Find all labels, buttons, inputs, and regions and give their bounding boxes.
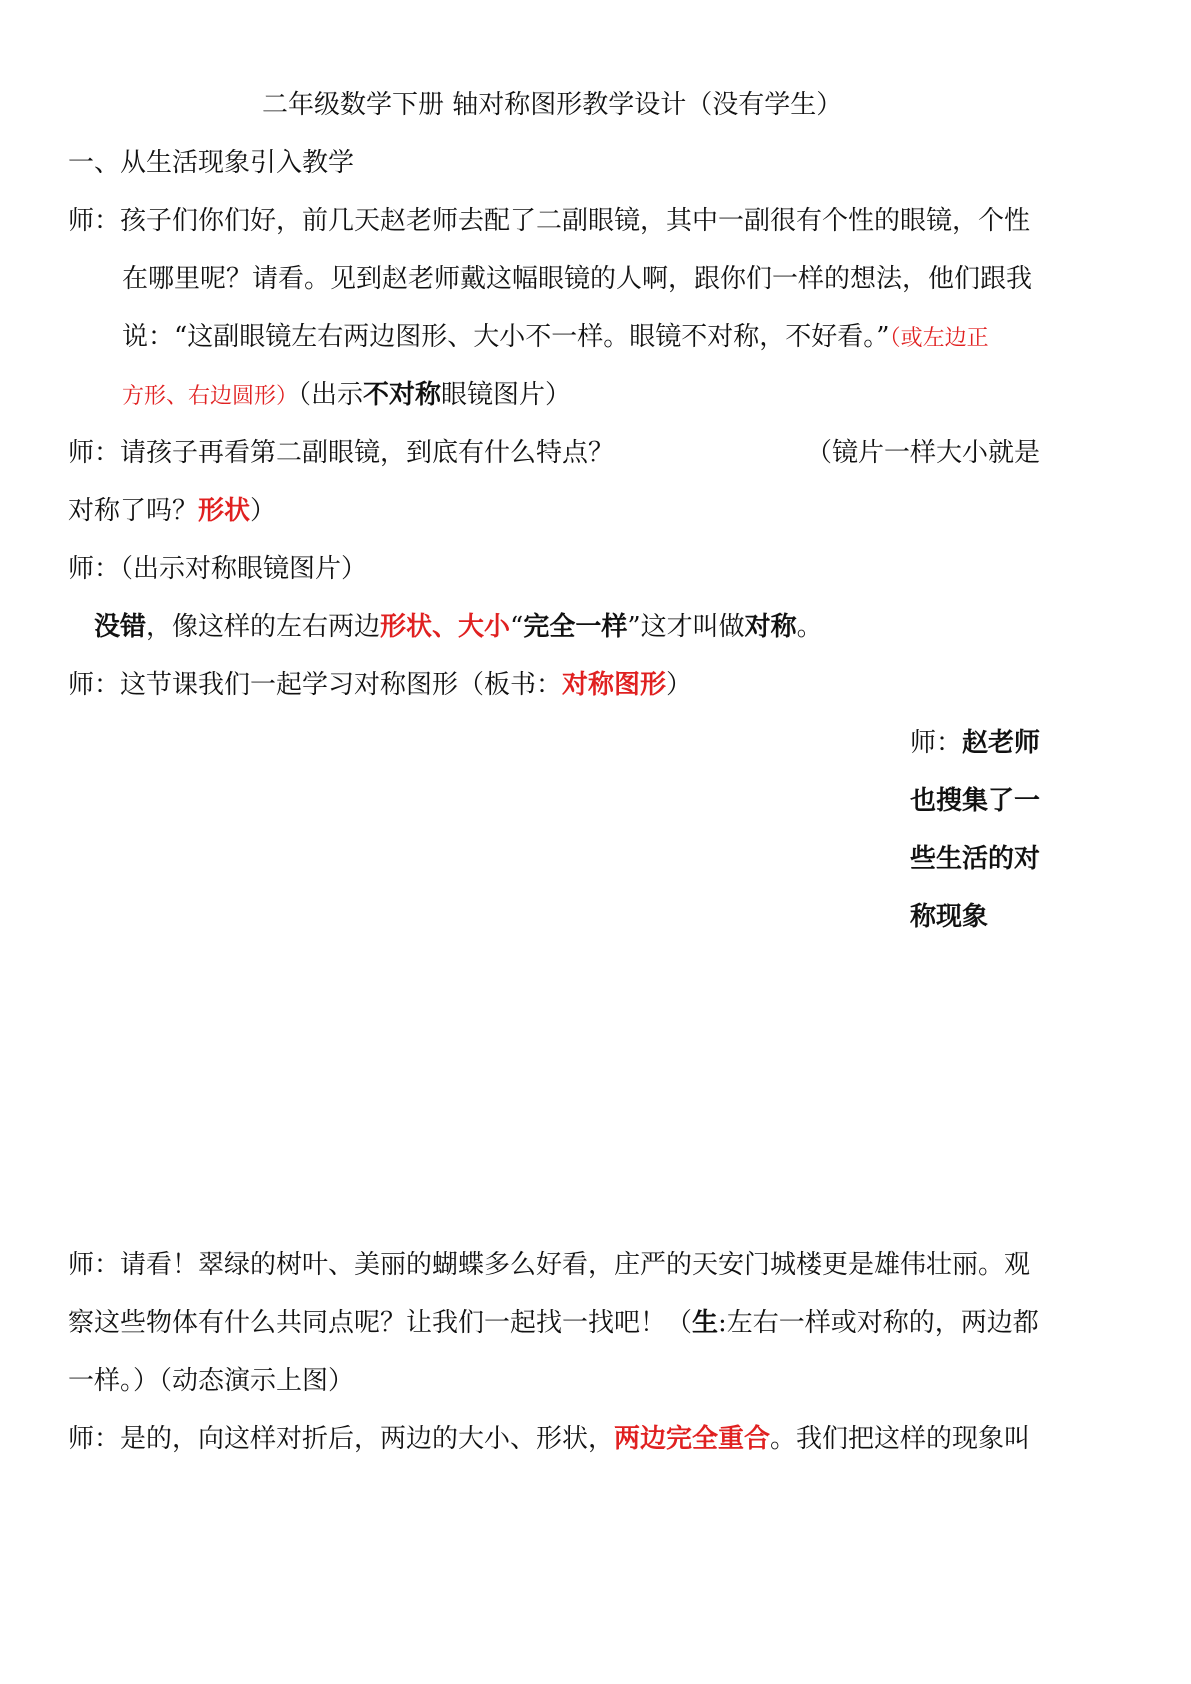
paragraph-line <box>68 1422 1030 1456</box>
side-note-line: 称现象 <box>910 902 989 932</box>
paragraph-line: 一样。）（动态演示上图） <box>68 1366 355 1396</box>
red-bold-term: 形状 <box>198 496 251 526</box>
paragraph-line <box>68 494 276 528</box>
text-run: 。 <box>796 612 823 642</box>
paragraph-line: 师：请看！翠绿的树叶、美丽的蝴蝶多么好看，庄严的天安门城楼更是雄伟壮丽。观 <box>68 1250 1031 1280</box>
text-run: ，像这样的左右两边 <box>146 612 381 642</box>
paragraph-line: 在哪里呢？请看。见到赵老师戴这幅眼镜的人啊，跟你们一样的想法，他们跟我 <box>122 264 1033 294</box>
bold-term: 赵老师 <box>962 728 1041 758</box>
paragraph-line: 师：请孩子再看第二副眼镜，到底有什么特点？ <box>68 438 615 468</box>
bold-term: 对称 <box>744 612 797 642</box>
red-bold-term: 形状、大小 <box>380 612 511 642</box>
paragraph-line <box>122 320 989 356</box>
text-run: ”这才叫做 <box>627 612 745 642</box>
paragraph-line: 师：孩子们你们好，前几天赵老师去配了二副眼镜，其中一副很有个性的眼镜，个性 <box>68 206 1031 236</box>
paragraph-line <box>94 610 823 644</box>
text-run: 师：是的，向这样对折后，两边的大小、形状， <box>68 1424 615 1454</box>
text-run: 察这些物体有什么共同点呢？让我们一起找一找吧！（ <box>68 1308 693 1338</box>
text-run: 师：这节课我们一起学习对称图形（板书： <box>68 670 563 700</box>
side-note-line: 也搜集了一 <box>910 786 1041 816</box>
red-note: （或左边正 <box>889 326 989 351</box>
paragraph-line <box>68 668 692 702</box>
paragraph-line: 师：（出示对称眼镜图片） <box>68 554 368 584</box>
red-bold-term: 对称图形 <box>562 670 667 700</box>
paragraph-line <box>122 378 571 414</box>
document-title: 二年级数学下册 轴对称图形教学设计（没有学生） <box>262 90 843 120</box>
text-run: 师： <box>910 728 963 758</box>
text-run: 说：“这副眼镜左右两边图形、大小不一样。眼镜不对称，不好看。” <box>122 322 890 352</box>
text-run: （出示 <box>298 380 364 410</box>
text-run: ） <box>666 670 693 700</box>
bold-term: 没错 <box>94 612 147 642</box>
red-bold-term: 两边完全重合 <box>614 1424 771 1454</box>
red-note: 方形、右边圆形） <box>122 384 299 409</box>
text-run: 对称了吗？ <box>68 496 199 526</box>
text-run: 。我们把这样的现象叫 <box>770 1424 1031 1454</box>
section-heading: 一、从生活现象引入教学 <box>68 148 355 178</box>
text-run: :左右一样或对称的，两边都 <box>718 1308 1039 1338</box>
side-note-line: 些生活的对 <box>910 844 1041 874</box>
side-note-line <box>910 726 1040 760</box>
text-run: ） <box>250 496 277 526</box>
text-run: “ <box>510 612 524 642</box>
paragraph-line: （镜片一样大小就是 <box>806 438 1041 468</box>
bold-term: 生 <box>692 1308 719 1338</box>
bold-term: 不对称 <box>363 380 442 410</box>
text-run: 眼镜图片） <box>441 380 572 410</box>
paragraph-line <box>68 1306 1039 1340</box>
bold-term: 完全一样 <box>523 612 628 642</box>
